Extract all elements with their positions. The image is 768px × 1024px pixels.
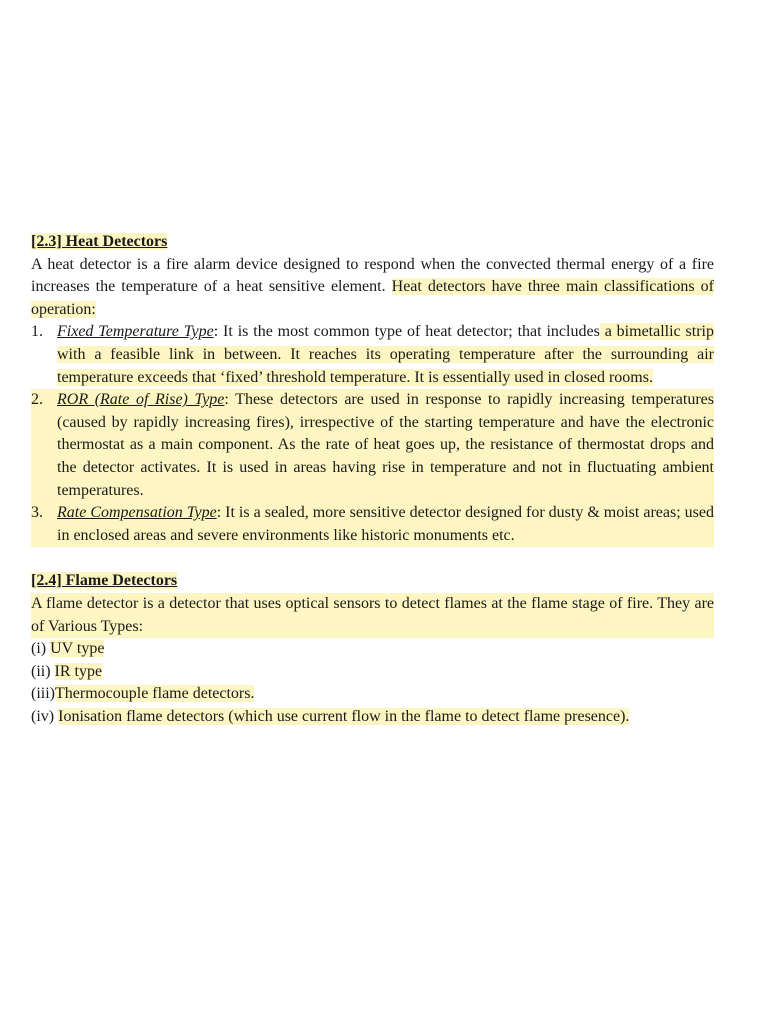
heat-item-1-text-a: : It is the most common type of heat detector; that includes (213, 323, 600, 341)
flame-detectors-heading (31, 570, 714, 593)
flame-type-3-text: Thermocouple flame detectors. (55, 685, 255, 703)
heat-intro-highlight: Heat detectors have three main classifications of operation: (31, 278, 714, 318)
heat-detectors-section (31, 231, 714, 547)
heat-type-item-2 (31, 389, 714, 502)
heat-intro-paragraph (31, 254, 714, 322)
document-page (31, 231, 714, 728)
heat-item-3-text: : It is a sealed, more sensitive detector designed for dusty & moist areas; used in enclosed areas and severe environments like historic monuments etc. (57, 504, 715, 544)
heat-item-3-term: Rate Compensation Type (57, 504, 217, 522)
heat-item-1-highlight: a bimetallic strip with a feasible link in between. (57, 323, 714, 363)
heat-item-2-text: : These detectors are used in response to rapidly increasing temperatures (caused by rapidly increasing fires), irrespective of the starting temperature and have the electronic thermostat as a main component. As the rate of heat goes up, the resistance of thermostat drops and the detector activates. It is used in areas having rise in temperature and not in fluctuating ambient temperatures. (57, 391, 714, 499)
heat-intro-text: A heat detector is a fire alarm device designed to respond when the convected thermal energy of a fire increases the temperature of a heat sensitive element. (31, 255, 714, 296)
flame-type-2-text: IR type (54, 662, 103, 680)
heat-item-2-term: ROR (Rate of Rise) Type (57, 391, 225, 409)
flame-type-1-number: (i) (31, 640, 47, 658)
heat-type-item-1 (31, 321, 714, 389)
heat-heading-text: [2.3] Heat Detectors (31, 233, 168, 250)
heat-item-2-number: 2. (31, 391, 43, 409)
flame-type-2 (31, 661, 714, 684)
heat-item-1-text-c: It reaches its operating temperature after the surrounding air temperature exceeds that ‘fixed’ threshold temperature. It is essentially used in closed rooms. (57, 345, 714, 386)
flame-heading-text: [2.4] Flame Detectors (31, 572, 178, 590)
section-spacer (31, 547, 714, 570)
flame-type-3-number: (iii) (31, 685, 55, 703)
flame-type-4-text: Ionisation flame detectors (which use current flow in the flame to detect flame presence). (58, 707, 630, 725)
flame-type-4-number: (iv) (31, 707, 55, 725)
heat-item-1-number: 1. (31, 323, 43, 341)
heat-detectors-heading (31, 231, 714, 254)
flame-detectors-section (31, 570, 714, 728)
flame-type-1 (31, 638, 714, 661)
flame-type-4 (31, 706, 714, 729)
flame-type-2-number: (ii) (31, 662, 51, 680)
heat-item-1-term: Fixed Temperature Type (57, 323, 214, 341)
flame-type-1-text: UV type (50, 640, 105, 658)
flame-intro-paragraph: A flame detector is a detector that uses optical sensors to detect flames at the flame stage of fire. They are of Various Types: (31, 593, 714, 638)
flame-type-3 (31, 683, 714, 706)
heat-item-3-number: 3. (31, 504, 43, 522)
heat-type-item-3 (31, 502, 714, 547)
